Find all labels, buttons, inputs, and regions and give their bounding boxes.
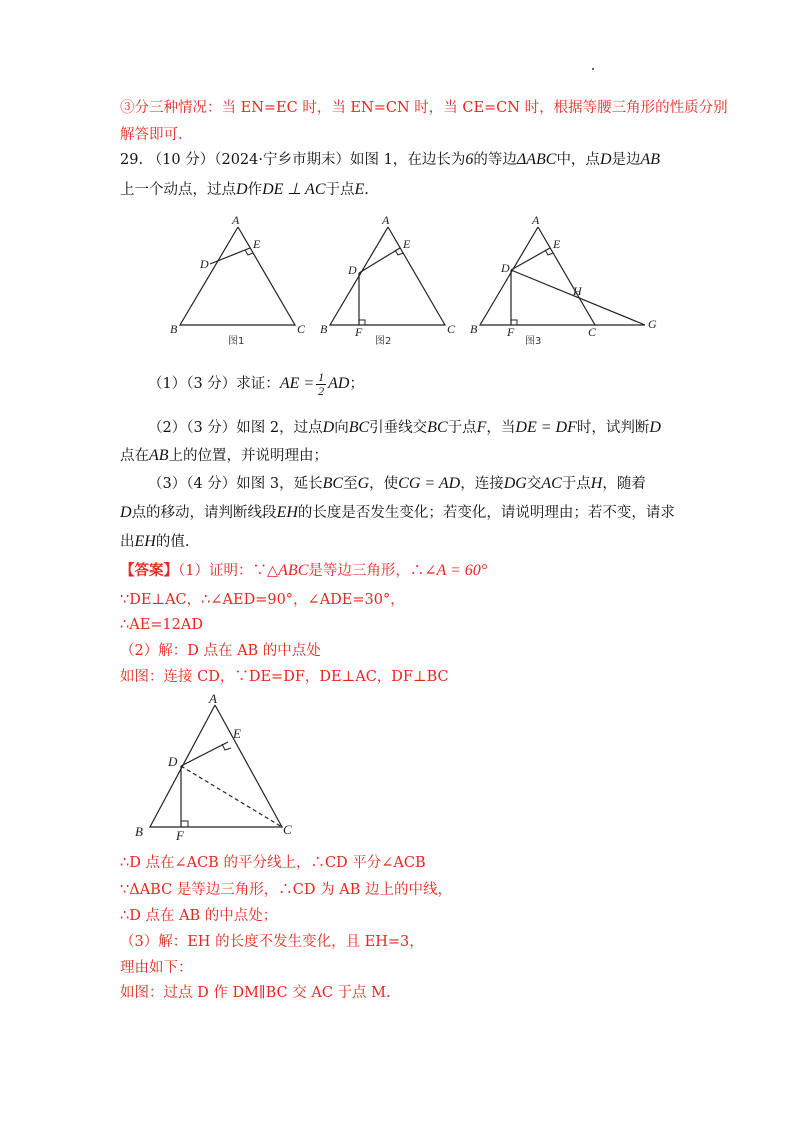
question-line-2 — [120, 180, 369, 200]
question-text: . — [364, 182, 369, 198]
fig3-caption: 图3 — [525, 336, 542, 347]
question-text: 中，点 — [556, 152, 600, 168]
question-line-1 — [120, 150, 660, 170]
part-3-text: 的长度是否发生变化；若变化，请说明理由；若不变，请求 — [297, 505, 675, 521]
part-3-text: 点的移动，请判断线段 — [131, 505, 277, 521]
answer-line-7: ∵ΔABC 是等边三角形，∴CD 为 AB 边上的中线， — [120, 882, 452, 898]
answer-line-5: 如图：连接 CD，∵DE=DF，DE⊥AC，DF⊥BC — [120, 669, 449, 685]
fig2-label-c: C — [447, 322, 456, 336]
answer-fig-label-f: F — [176, 828, 184, 843]
answer-text: 是等边三角形，∴∠ — [308, 563, 437, 579]
part-3-text: ，连接 — [460, 476, 504, 492]
answer-line-9: （3）解：EH 的长度不发生变化，且 EH=3， — [120, 934, 424, 950]
answer-fig-label-e: E — [233, 726, 241, 741]
page-mark — [592, 68, 594, 70]
var-ab: AB — [149, 447, 169, 464]
part-3-line-2 — [120, 503, 675, 523]
var-e: E — [354, 181, 365, 198]
var-bc: BC — [427, 419, 448, 436]
fig3-label-f: F — [507, 325, 515, 339]
var-d: D — [322, 419, 335, 436]
answer-fig-label-b: B — [135, 824, 143, 839]
fig3-label-d: D — [501, 261, 510, 275]
fig2-label-e: E — [403, 237, 411, 251]
part-2-text: 时，试判断 — [576, 420, 650, 436]
var-ac: AC — [541, 475, 562, 492]
part-2-text: 于点 — [447, 420, 477, 436]
answer-line-6: ∴D 点在∠ACB 的平分线上，∴CD 平分∠ACB — [120, 855, 426, 871]
fraction-denominator: 2 — [318, 383, 325, 398]
var-g: G — [357, 475, 370, 492]
part-1 — [148, 370, 364, 398]
answer-line-4: （2）解：D 点在 AB 的中点处 — [120, 643, 321, 659]
part-2-line-1 — [148, 418, 661, 438]
part-2-text: 点在 — [120, 448, 149, 464]
fig1-caption: 图1 — [228, 336, 245, 347]
part-2-text: 上的位置，并说明理由； — [168, 448, 329, 464]
part-3-text: 于点 — [561, 476, 591, 492]
fig3-label-g: G — [648, 317, 657, 331]
answer-line-2: ∵DE⊥AC，∴∠AED=90°，∠ADE=30°， — [120, 592, 405, 608]
fig2-label-b: B — [320, 322, 328, 336]
answer-line-1 — [120, 561, 487, 581]
fig3-label-e: E — [553, 237, 561, 251]
var-eh: EH — [134, 533, 156, 550]
var-6: 6 — [465, 151, 474, 168]
var-h: H — [590, 475, 603, 492]
part-3-text: 至 — [343, 476, 358, 492]
answer-line-10: 理由如下： — [120, 960, 193, 976]
var-d: D — [649, 419, 661, 436]
fig2-caption: 图2 — [375, 336, 392, 347]
part-2-text: 引垂线交 — [369, 420, 428, 436]
var-abc: ABC — [278, 562, 309, 579]
fig3-label-c: C — [588, 325, 597, 339]
fig1-label-c: C — [297, 322, 306, 336]
part-2-text: （2）（3 分）如图 2，过点 — [148, 420, 323, 436]
part-3-text: ，随着 — [602, 476, 646, 492]
answer-tag: 【答案】 — [120, 562, 178, 579]
fig2-label-d: D — [348, 263, 357, 277]
part-2-line-2 — [120, 446, 328, 466]
answer-text: （1）证明：∵△ — [178, 563, 279, 579]
answer-line-8: ∴D 点在 AB 的中点处； — [120, 908, 278, 924]
question-text: 的等边 — [473, 152, 517, 168]
fig1-label-e: E — [253, 237, 261, 251]
hint-line-2: 解答即可. — [120, 127, 183, 143]
question-text: 是边 — [611, 152, 641, 168]
answer-fig-label-c: C — [283, 822, 292, 837]
var-ad: AD — [328, 375, 350, 392]
fig1-label-d: D — [200, 257, 209, 271]
answer-line-11: 如图：过点 D 作 DM∥BC 交 AC 于点 M. — [120, 985, 391, 1001]
fraction-half — [316, 371, 326, 398]
question-text: 29. （10 分）（2024·宁乡市期末）如图 1，在边长为 — [120, 152, 466, 168]
var-d: D — [236, 181, 248, 198]
fig3-label-a: A — [532, 213, 540, 227]
answer-fig-label-d: D — [168, 754, 178, 769]
question-text: 于点 — [325, 182, 355, 198]
figure-1 — [180, 227, 295, 325]
answer-fig-label-a: A — [209, 691, 217, 706]
var-d: D — [120, 504, 132, 521]
part-2-text: ，当 — [486, 420, 516, 436]
var-triangle: ΔABC — [516, 151, 557, 168]
question-text: 作 — [247, 182, 263, 198]
var-ae: AE = — [279, 375, 315, 392]
answer-line-3: ∴AE=12AD — [120, 617, 203, 633]
var-eh: EH — [276, 504, 298, 521]
var-d: D — [599, 151, 612, 168]
part-3-text: 出 — [120, 534, 135, 550]
fig2-label-a: A — [382, 213, 390, 227]
fig3-label-b: B — [470, 322, 478, 336]
var-f: F — [476, 419, 487, 436]
var-de-perp-ac: DE ⊥ AC — [262, 181, 326, 198]
fig3-label-h: H — [573, 284, 582, 298]
question-text: 上一个动点，过点 — [120, 182, 236, 198]
part-3-text: （3）（4 分）如图 3，延长 — [148, 476, 323, 492]
var-bc: BC — [348, 419, 370, 436]
part-1-text: （1）（3 分）求证： — [148, 376, 280, 392]
var-cg-eq-ad: CG = AD — [398, 475, 461, 492]
part-3-text: 交 — [526, 476, 542, 492]
part-3-line-3 — [120, 532, 189, 552]
fraction-numerator: 1 — [318, 369, 325, 384]
part-2-text: 向 — [334, 420, 349, 436]
var-de-eq-df: DE = DF — [515, 419, 577, 436]
var-ab: AB — [640, 151, 661, 168]
part-1-text: ； — [349, 376, 364, 392]
var-dg: DG — [503, 475, 527, 492]
fig1-label-a: A — [232, 213, 240, 227]
var-angle-a: A = 60° — [436, 562, 488, 579]
figure-3 — [480, 227, 645, 325]
fig2-label-f: F — [355, 325, 363, 339]
part-3-text: 的值. — [155, 534, 190, 550]
question-figures — [160, 210, 680, 350]
answer-figure — [125, 690, 310, 845]
hint-line-1: ③分三种情况：当 EN=EC 时，当 EN=CN 时，当 CE=CN 时，根据等腰三角形的性质分别 — [120, 100, 728, 116]
part-3-text: ，使 — [369, 476, 399, 492]
part-3-line-1 — [148, 474, 646, 494]
var-bc: BC — [322, 475, 344, 492]
fig1-label-b: B — [170, 322, 178, 336]
